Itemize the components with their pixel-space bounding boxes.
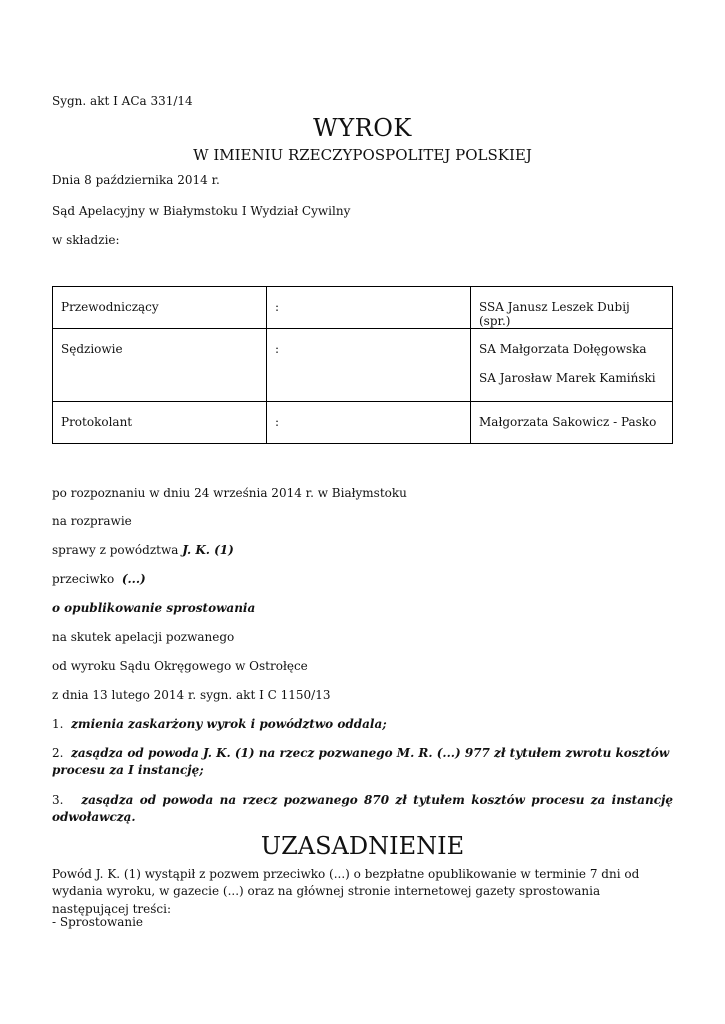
against-prefix: przeciwko bbox=[52, 572, 115, 586]
table-row bbox=[53, 329, 673, 402]
plaintiff-name: J. K. (1) bbox=[182, 543, 234, 557]
ruling-text: zmienia zaskarżony wyrok i powództwo oddala; bbox=[71, 717, 387, 731]
justification-item: - Sprostowanie bbox=[52, 915, 144, 929]
separator-cell: : bbox=[267, 287, 471, 329]
names-cell bbox=[471, 287, 673, 329]
appeal-info: na skutek apelacji pozwanego bbox=[52, 630, 235, 644]
ruling-number: 1. bbox=[52, 717, 64, 731]
ruling-item bbox=[52, 745, 673, 780]
court-name: Sąd Apelacyjny w Białymstoku I Wydział Cywilny bbox=[52, 204, 351, 218]
role-cell: Przewodniczący bbox=[53, 287, 267, 329]
case-defendant bbox=[52, 572, 146, 587]
court-composition-table bbox=[52, 286, 673, 444]
separator-cell: : bbox=[267, 402, 471, 444]
table-row bbox=[53, 402, 673, 444]
ruling-text: zasądza od powoda J. K. (1) na rzecz pozwanego M. R. (...) 977 zł tytułem zwrotu kosztów procesu za I instancję; bbox=[52, 746, 670, 778]
document-title: WYROK bbox=[313, 114, 412, 142]
ruling-item bbox=[52, 792, 673, 827]
names-cell bbox=[471, 402, 673, 444]
names-cell bbox=[471, 329, 673, 402]
table-row bbox=[53, 287, 673, 329]
justification-title: UZASADNIENIE bbox=[260, 832, 465, 860]
clerk-name: Małgorzata Sakowicz - Pasko bbox=[479, 415, 657, 429]
defendant-name: (...) bbox=[121, 572, 146, 586]
separator-cell: : bbox=[267, 329, 471, 402]
hearing-info: po rozpoznaniu w dniu 24 września 2014 r. w Białymstoku bbox=[52, 486, 407, 500]
judge-name: SA Jarosław Marek Kamiński bbox=[479, 371, 656, 385]
case-subject: o opublikowanie sprostowania bbox=[52, 601, 256, 615]
judge-name: SSA Janusz Leszek Dubij (spr.) bbox=[479, 300, 630, 328]
case-prefix: sprawy z powództwa bbox=[52, 543, 179, 557]
ruling-item bbox=[52, 717, 387, 732]
ruling-number: 3. bbox=[52, 793, 64, 807]
trial-info: na rozprawie bbox=[52, 514, 132, 528]
judge-name: SA Małgorzata Dołęgowska bbox=[479, 342, 647, 356]
case-signature: Sygn. akt I ACa 331/14 bbox=[52, 94, 193, 108]
ruling-number: 2. bbox=[52, 746, 64, 760]
appealed-judgment: od wyroku Sądu Okręgowego w Ostrołęce bbox=[52, 659, 308, 673]
judgment-date: Dnia 8 października 2014 r. bbox=[52, 173, 220, 187]
ruling-text: zasądza od powoda na rzecz pozwanego 870 zł tytułem kosztów procesu za instancję odwoławczą. bbox=[52, 793, 673, 825]
case-parties bbox=[52, 543, 234, 558]
document-subtitle: W IMIENIU RZECZYPOSPOLITEJ POLSKIEJ bbox=[193, 146, 532, 164]
justification-paragraph: Powód J. K. (1) wystąpił z pozwem przeciwko (...) o bezpłatne opublikowanie w terminie 7 dni od wydania wyroku, w gazecie (...) oraz na głównej stronie internetowej gazety sprostowania następującej treści: bbox=[52, 867, 640, 916]
composition-label: w składzie: bbox=[52, 233, 120, 247]
role-cell: Protokolant bbox=[53, 402, 267, 444]
appealed-judgment-date: z dnia 13 lutego 2014 r. sygn. akt I C 1150/13 bbox=[52, 688, 331, 702]
role-cell: Sędziowie bbox=[53, 329, 267, 402]
